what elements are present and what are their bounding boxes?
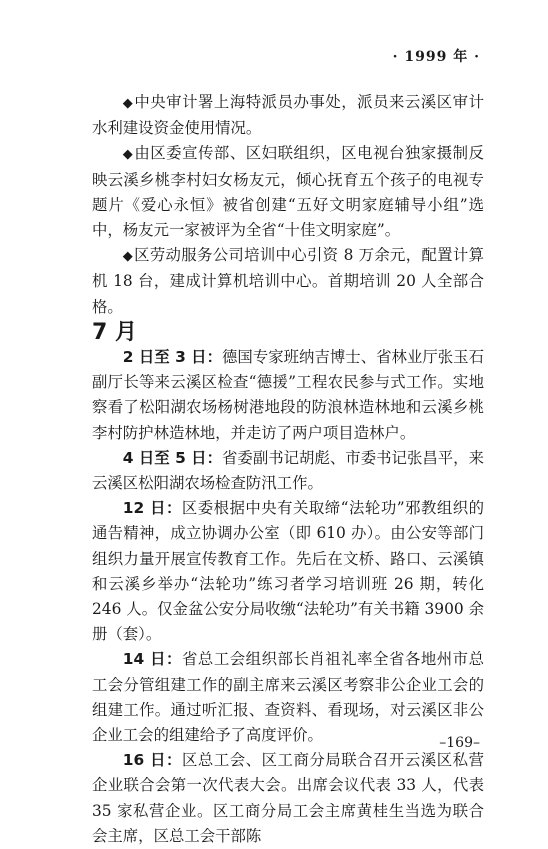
list-item — [92, 243, 484, 320]
running-head: · 1999 年 · — [392, 49, 480, 65]
diamond-bullet-icon: ◆ — [122, 96, 134, 111]
chronicle-entry — [92, 446, 484, 496]
entry-text: 省总工会组织部长肖祖礼率全省各地州市总工会分管组建工作的副主席来云溪区考察非公企业工会的组建工作。通过听汇报、查资料、看现场，对云溪区非公企业工会的组建给予了高度评价。 — [92, 650, 484, 745]
item-text: 由区委宣传部、区妇联组织，区电视台独家摄制反映云溪乡桃李村妇女杨友元，倾心抚育五个孩子的电视专题片《爱心永恒》被省创建“五好文明家庭辅导小组”选中，杨友元一家被评为全省“十佳文明家庭”。 — [92, 144, 484, 240]
entry-date: 4 日至 5 日： — [122, 448, 222, 467]
entry-text: 省委副书记胡彪、市委书记张昌平，来云溪区松阳湖农场检查防汛工作。 — [92, 448, 484, 493]
item-text: 中央审计署上海特派员办事处，派员来云溪区审计水利建设资金使用情况。 — [92, 93, 484, 138]
entry-date: 16 日： — [122, 751, 182, 770]
diamond-bullet-icon: ◆ — [122, 249, 134, 265]
section-title: 7 月 — [92, 319, 137, 345]
entry-date: 14 日： — [122, 650, 182, 669]
diamond-bullet-icon: ◆ — [122, 147, 134, 163]
entry-date: 12 日： — [122, 499, 182, 518]
entry-text: 德国专家班纳吉博士、省林业厅张玉石副厅长等来云溪区检查“德援”工程农民参与式工作。实地察看了松阳湖农场杨树港地段的防浪林造林地和云溪乡桃李村防护林造林地，并走访了两户项目造林户。 — [92, 348, 484, 442]
chronicle-entry — [92, 647, 484, 748]
entry-text: 区委根据中央有关取缔“法轮功”邪教组织的通告精神，成立协调办公室（即 610 办）。由公安等部门组织力量开展宣传教育工作。先后在文桥、路口、云溪镇和云溪乡举办“法轮功”练习者学习培训班 26 期，转化 246 人。仅金盆公安分局收缴“法轮功”有关书籍 3900 余册（套）。 — [92, 499, 484, 644]
entry-text: 区总工会、区工商分局联合召开云溪区私营企业联合会第一次代表大会。出席会议代表 33 人，代表 35 家私营企业。区工商分局工会主席黄桂生当选为联合会主席，区总工会干部陈 — [92, 751, 484, 845]
entry-date: 2 日至 3 日： — [122, 348, 222, 367]
chronicle-entry — [92, 748, 484, 849]
chronicle-entry — [92, 345, 484, 446]
item-text: 区劳动服务公司培训中心引资 8 万余元，配置计算机 18 台，建成计算机培训中心。首期培训 20 人全部合格。 — [92, 246, 485, 316]
page-number: –169– — [439, 735, 480, 751]
list-item — [92, 90, 484, 141]
list-item — [92, 141, 484, 243]
chronicle-entry — [92, 496, 484, 647]
page-body — [92, 90, 484, 849]
